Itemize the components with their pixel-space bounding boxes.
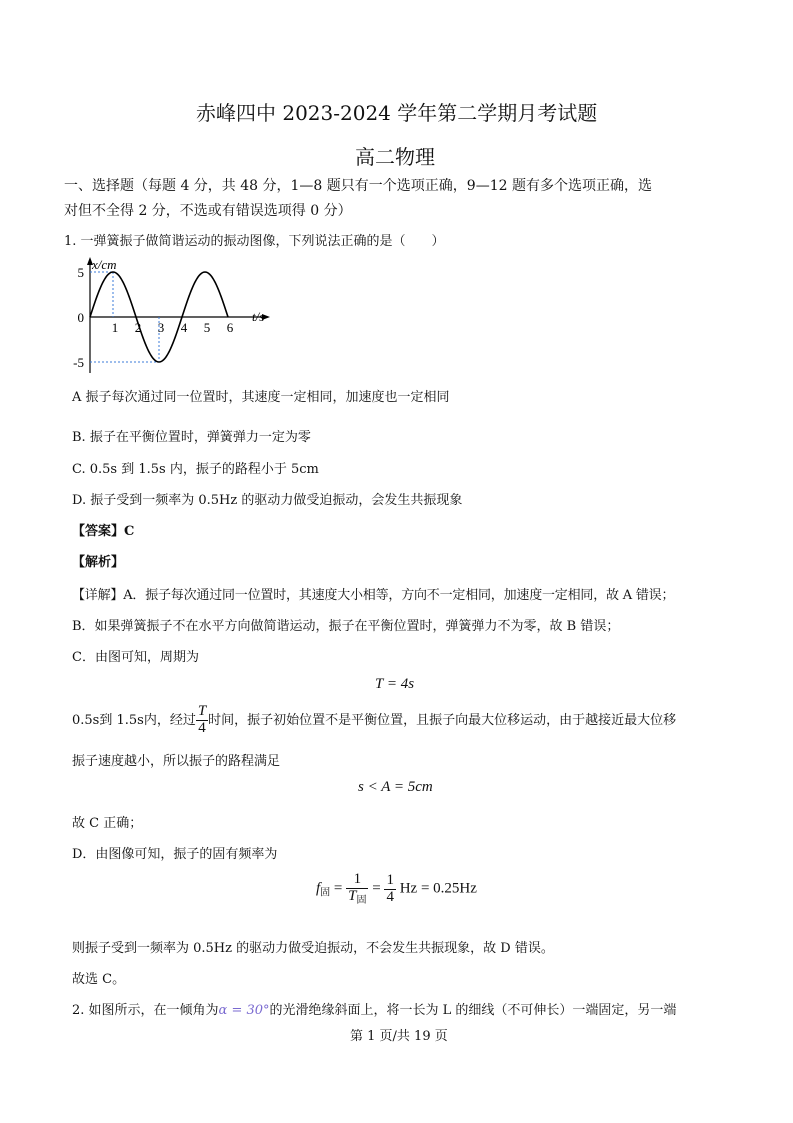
- freq-fraction-1: [346, 872, 368, 906]
- freq-fraction-1-den: [346, 889, 368, 907]
- q2-angle: α = 30°: [218, 1003, 270, 1018]
- freq-f-sub: 固: [320, 887, 331, 899]
- q2-pre: 2. 如图所示，在一倾角为: [72, 1003, 219, 1018]
- answer-label: 【答案】C: [72, 524, 135, 539]
- freq-fraction-2-den: 4: [386, 888, 394, 905]
- explain-d-intro: D．由图像可知，振子的固有频率为: [72, 847, 278, 862]
- freq-eq2: =: [372, 880, 381, 897]
- explain-c-line1-pre: 0.5s到 1.5s内，经过: [72, 712, 196, 728]
- freq-fraction-1-num: 1: [346, 872, 368, 889]
- q2-post: 的光滑绝缘斜面上，将一长为 L 的细线（不可伸长）一端固定，另一端: [269, 1003, 677, 1018]
- section-heading-line1: 一、选择题（每题 4 分，共 48 分，1—8 题只有一个选项正确，9—12 题有多个选项正确，选: [64, 178, 652, 194]
- freq-f: f: [316, 880, 321, 897]
- freq-T: T: [348, 887, 357, 904]
- explain-c-line1: [72, 704, 676, 737]
- subject-subtitle: 高二物理: [355, 145, 435, 169]
- explain-d-conclusion: 则振子受到一频率为 0.5Hz 的驱动力做受迫振动，不会发生共振现象，故 D 错误。: [72, 941, 554, 956]
- x-tick-label: 3: [157, 320, 165, 335]
- fraction-numerator: T: [197, 703, 207, 719]
- freq-tail: Hz = 0.25Hz: [399, 880, 477, 897]
- path-formula: s < A = 5cm: [358, 779, 433, 795]
- explain-c-line1-post: 时间，振子初始位置不是平衡位置，且振子向最大位移运动，由于越接近最大位移: [208, 712, 677, 728]
- y-tick-label: -5: [73, 355, 84, 370]
- fraction-denominator: 4: [198, 719, 206, 736]
- final-choice: 故选 C。: [72, 972, 126, 987]
- section-heading-line2: 对但不全得 2 分，不选或有错误选项得 0 分）: [64, 203, 352, 219]
- fraction-t-over-4: [196, 704, 208, 737]
- page-number: 第 1 页/共 19 页: [350, 1029, 448, 1044]
- x-tick-label: 2: [134, 320, 142, 335]
- freq-eq: =: [333, 880, 343, 897]
- explain-c-conclusion: 故 C 正确；: [72, 816, 143, 831]
- frequency-formula: [316, 872, 477, 906]
- x-tick-label: 5: [203, 320, 211, 335]
- explain-a: 【详解】A．振子每次通过同一位置时，其速度大小相等，方向不一定相同，加速度一定相同，故 A 错误；: [72, 588, 675, 603]
- question-1-stem: 1. 一弹簧振子做简谐运动的振动图像，下列说法正确的是（ ）: [64, 234, 445, 249]
- exam-title: 赤峰四中 2023-2024 学年第二学期月考试题: [196, 101, 598, 125]
- y-tick-label: 0: [77, 310, 84, 325]
- oscillation-graph: [72, 255, 282, 375]
- freq-fraction-2: [384, 873, 396, 906]
- x-axis-label: t/s: [252, 309, 265, 324]
- explain-b: B．如果弹簧振子不在水平方向做简谐运动，振子在平衡位置时，弹簧弹力不为零，故 B 错误；: [72, 619, 620, 634]
- question-2-stem: [72, 999, 676, 1018]
- x-tick-label: 4: [180, 320, 188, 335]
- analysis-label: 【解析】: [72, 555, 125, 570]
- freq-T-sub: 固: [356, 894, 367, 906]
- explain-c-line2: 振子速度越小，所以振子的路程满足: [72, 754, 281, 769]
- y-axis-label: x/cm: [92, 257, 117, 272]
- option-c: C. 0.5s 到 1.5s 内，振子的路程小于 5cm: [72, 462, 319, 477]
- freq-fraction-2-num: 1: [386, 871, 394, 888]
- option-d: D. 振子受到一频率为 0.5Hz 的驱动力做受迫振动，会发生共振现象: [72, 493, 463, 508]
- y-tick-label: 5: [77, 265, 84, 280]
- explain-c-intro: C．由图可知，周期为: [72, 650, 199, 665]
- x-tick-label: 6: [226, 320, 234, 335]
- x-tick-label: 1: [111, 320, 119, 335]
- option-b: B. 振子在平衡位置时，弹簧弹力一定为零: [72, 430, 311, 445]
- period-formula: T = 4s: [375, 676, 415, 692]
- option-a: A 振子每次通过同一位置时，其速度一定相同，加速度也一定相同: [72, 390, 450, 405]
